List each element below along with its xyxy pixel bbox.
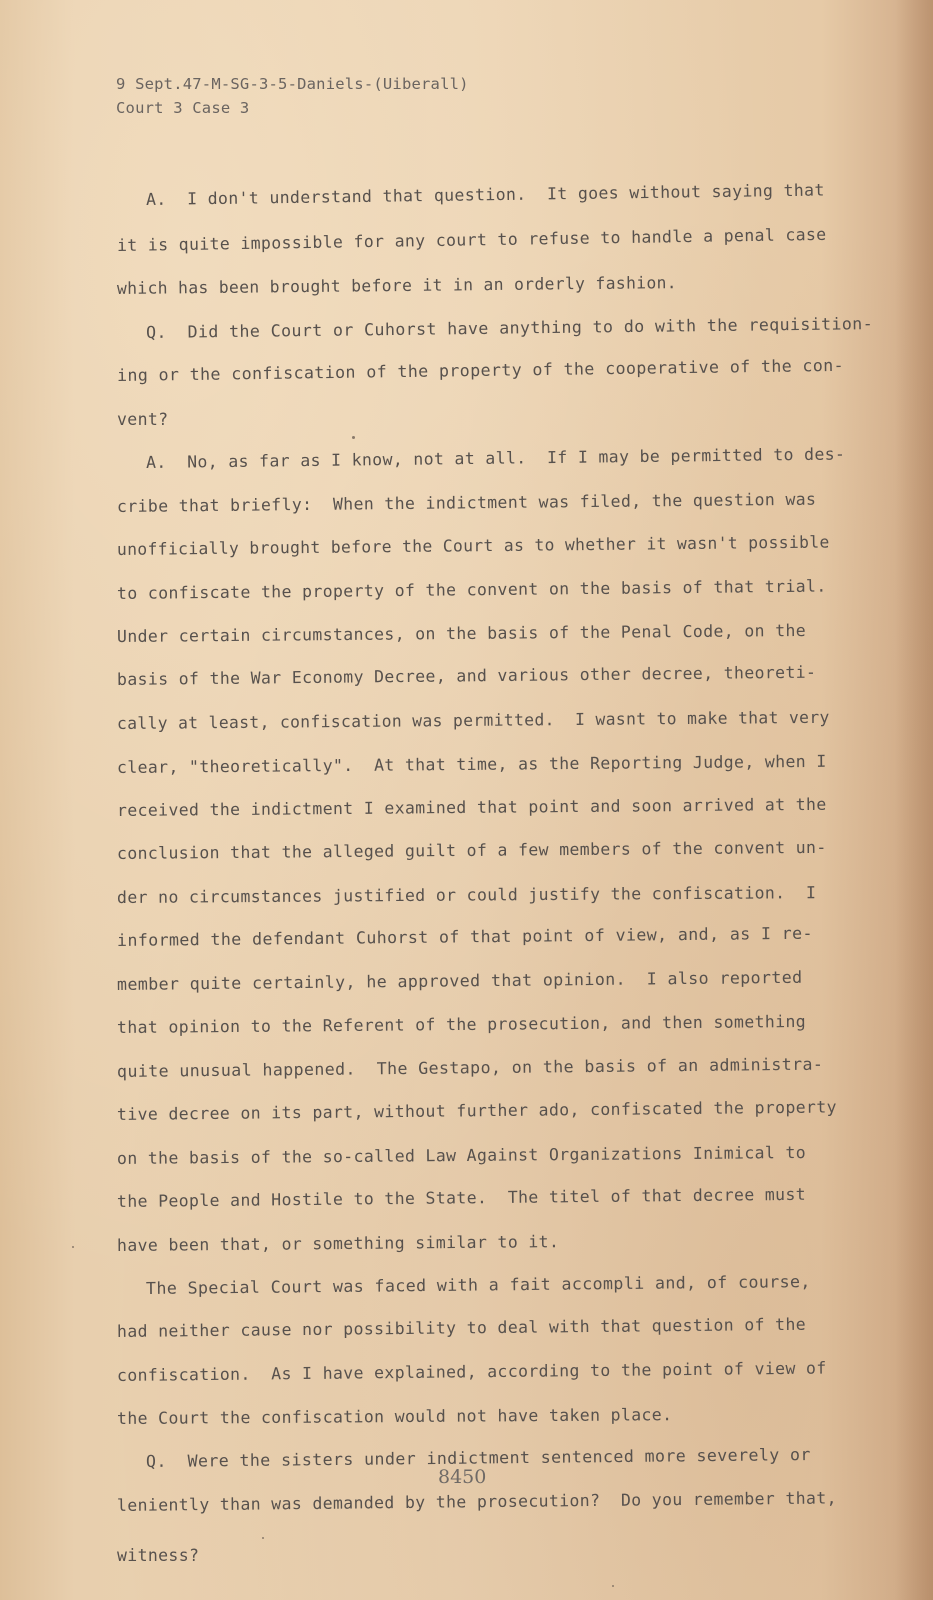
page-edge-shadow: [895, 0, 933, 1600]
body-line: ing or the confiscation of the property of the cooperative of the con-: [116, 355, 845, 385]
body-line: to confiscate the property of the convent on the basis of that trial.: [116, 576, 827, 603]
body-line: cribe that briefly: When the indictment was filed, the question was: [116, 489, 817, 516]
body-line: der no circumstances justified or could justify the confiscation. I: [116, 883, 817, 907]
header-court-case-line: Court 3 Case 3: [116, 99, 250, 117]
paper-speck: [72, 1246, 74, 1248]
body-line: conclusion that the alleged guilt of a few members of the convent un-: [116, 837, 827, 863]
body-line: informed the defendant Cuhorst of that point of view, and, as I re-: [116, 923, 813, 950]
body-line: vent?: [117, 410, 169, 429]
body-line: Q. Were the sisters under indictment sentenced more severely or: [145, 1445, 811, 1471]
document-header: [116, 72, 469, 120]
body-line: leniently than was demanded by the prosecution? Do you remember that,: [116, 1488, 837, 1515]
body-line: cally at least, confiscation was permitted. I wasnt to make that very: [116, 707, 830, 733]
body-line: Under certain circumstances, on the basis of the Penal Code, on the: [116, 620, 807, 646]
paper-speck: [262, 1537, 264, 1539]
body-line: quite unusual happened. The Gestapo, on the basis of an administra-: [116, 1054, 824, 1081]
body-line: had neither cause nor possibility to deal with that question of the: [116, 1314, 807, 1341]
body-line: A. I don't understand that question. It goes without saying that: [145, 180, 825, 209]
body-line: member quite certainly, he approved that opinion. I also reported: [116, 967, 803, 994]
body-line: basis of the War Economy Decree, and various other decree, theoreti-: [116, 662, 817, 689]
body-line: it is quite impossible for any court to refuse to handle a penal case: [116, 224, 827, 255]
paper-speck: [612, 1585, 614, 1587]
body-line: which has been brought before it in an orderly fashion.: [116, 273, 678, 298]
body-line: unofficially brought before the Court as to whether it wasn't possible: [116, 532, 830, 559]
paper-speck: [352, 436, 355, 439]
body-line: have been that, or something similar to it.: [116, 1232, 560, 1255]
body-line: tive decree on its part, without further ado, confiscated the property: [116, 1097, 837, 1124]
body-line: witness?: [117, 1546, 200, 1565]
body-line: received the indictment I examined that point and soon arrived at the: [116, 794, 827, 820]
body-line: Q. Did the Court or Cuhorst have anything to do with the requisition-: [145, 314, 874, 342]
header-reference-line: 9 Sept.47-M-SG-3-5-Daniels-(Uiberall): [116, 75, 469, 93]
body-line: that opinion to the Referent of the prosecution, and then something: [116, 1011, 807, 1037]
body-line: A. No, as far as I know, not at all. If I may be permitted to des-: [145, 444, 846, 472]
body-line: the People and Hostile to the State. The titel of that decree must: [116, 1184, 807, 1211]
body-line: The Special Court was faced with a fait accompli and, of course,: [145, 1272, 811, 1298]
page-number: 8450: [438, 1466, 487, 1488]
body-line: on the basis of the so-called Law Against Organizations Inimical to: [116, 1142, 807, 1168]
body-line: the Court the confiscation would not have taken place.: [116, 1405, 673, 1428]
body-line: clear, "theoretically". At that time, as the Reporting Judge, when I: [116, 751, 827, 777]
body-line: confiscation. As I have explained, according to the point of view of: [116, 1358, 827, 1385]
